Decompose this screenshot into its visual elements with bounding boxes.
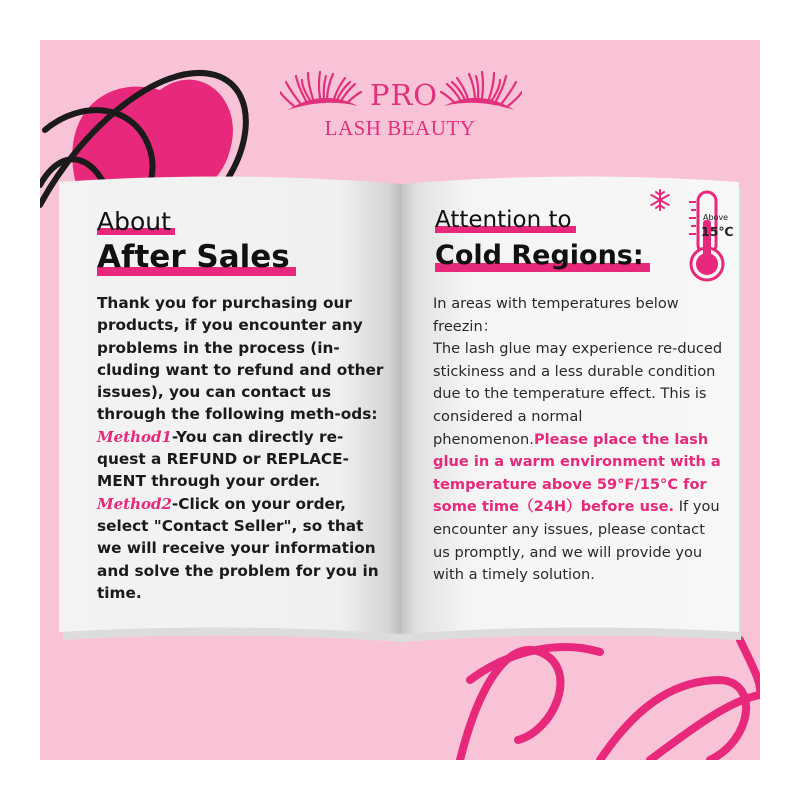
right-heading-line2: Cold Regions: (435, 242, 644, 269)
cold-highlight: Please place the lash glue in a warm environment with a temperature above 59°F/15°C for some time（24H）before use. (433, 430, 721, 516)
temperature-value: 15℃ (701, 224, 734, 239)
thermometer-icon (643, 184, 753, 284)
open-book (55, 172, 745, 644)
pink-ribbon (460, 640, 760, 760)
method2-label: Method2 (97, 494, 172, 513)
cold-paragraph: The lash glue may experience re-duced stickiness and a less durable condition due to the temperature effect. This is considered a normal phenomenon. (433, 340, 723, 448)
cold-regions-text (433, 293, 725, 587)
after-sales-text (97, 292, 389, 604)
method1-label: Method1 (97, 427, 172, 446)
method2-text: -Click on your order, select "Contact Seller", so that we will receive your information and solve the problem for you in time. (97, 494, 379, 602)
method1-text: -You can directly re-quest a REFUND or REPLACE-MENT through your order. (97, 427, 349, 491)
intro-text: Thank you for purchasing our products, if you encounter any problems in the process (in-cluding want to refund and other issues), you can contact us through the following meth-ods: (97, 294, 384, 424)
brand-subtitle: LASH BEAUTY (324, 116, 476, 140)
brand-logo (280, 70, 525, 180)
temperature-label: Above (703, 213, 729, 222)
snowflake-icon (651, 190, 668, 210)
eyelash-right-icon (440, 70, 522, 118)
cold-intro: In areas with temperatures below freezin： (433, 295, 679, 335)
left-heading-line2: After Sales (97, 242, 290, 273)
right-heading-line1: Attention to (435, 209, 572, 232)
cold-closing: If you encounter any issues, please contact us promptly, and we will provide you with a timely solution. (433, 498, 720, 584)
brand-name: PRO (369, 78, 439, 112)
eyelash-left-icon (280, 70, 362, 118)
left-heading-line1: About (97, 209, 171, 234)
poster-canvas (40, 40, 760, 760)
